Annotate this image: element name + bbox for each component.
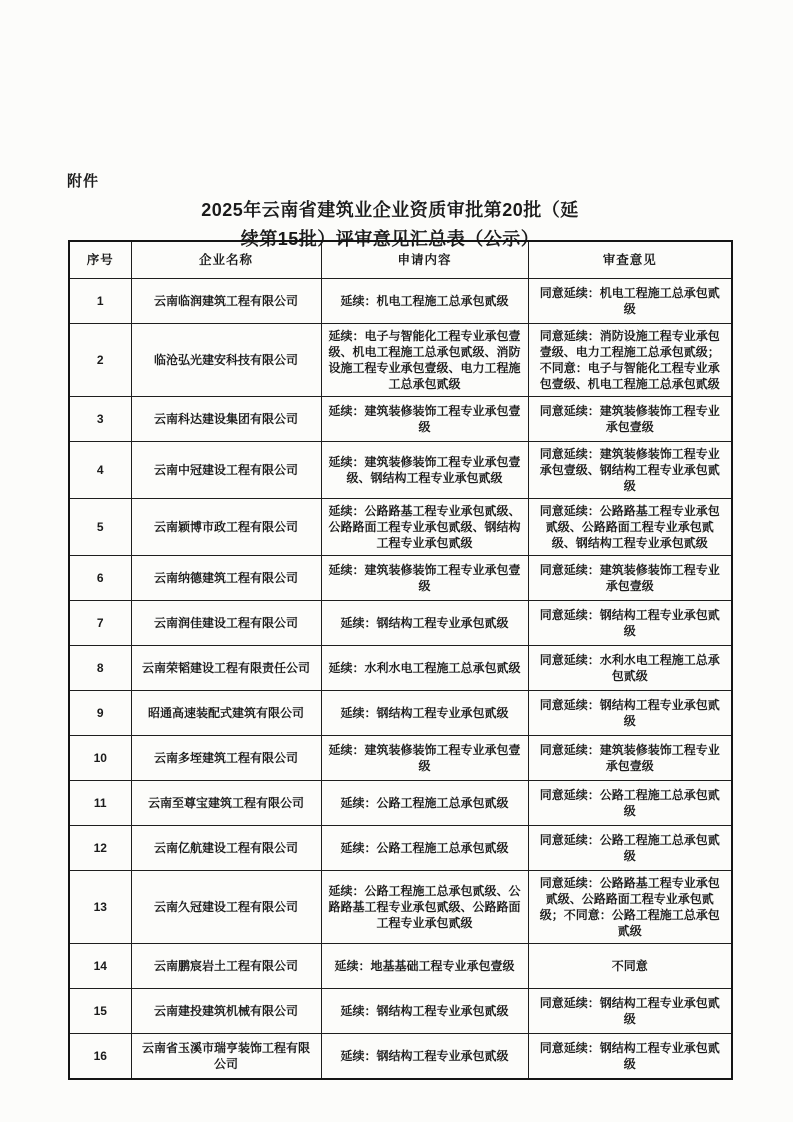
table-row — [69, 989, 732, 1034]
cell-application: 延续：公路工程施工总承包贰级、公路路基工程专业承包贰级、公路路面工程专业承包贰级 — [321, 871, 528, 944]
cell-opinion: 同意延续：钢结构工程专业承包贰级 — [528, 691, 732, 736]
table-row — [69, 826, 732, 871]
table-header-row — [69, 241, 732, 279]
table-row — [69, 279, 732, 324]
cell-seq: 8 — [69, 646, 131, 691]
cell-opinion: 同意延续：机电工程施工总承包贰级 — [528, 279, 732, 324]
cell-application: 延续：建筑装修装饰工程专业承包壹级 — [321, 556, 528, 601]
cell-opinion: 同意延续：建筑装修装饰工程专业承包壹级、钢结构工程专业承包贰级 — [528, 442, 732, 499]
page-title-line1: 2025年云南省建筑业企业资质审批第20批（延 — [201, 200, 579, 220]
table-row — [69, 736, 732, 781]
cell-application: 延续：钢结构工程专业承包贰级 — [321, 691, 528, 736]
cell-company: 云南颖博市政工程有限公司 — [131, 499, 321, 556]
table-row — [69, 1034, 732, 1080]
cell-application: 延续：建筑装修装饰工程专业承包壹级 — [321, 397, 528, 442]
cell-seq: 6 — [69, 556, 131, 601]
cell-opinion: 同意延续：钢结构工程专业承包贰级 — [528, 601, 732, 646]
cell-seq: 14 — [69, 944, 131, 989]
cell-opinion: 同意延续：公路工程施工总承包贰级 — [528, 826, 732, 871]
cell-application: 延续：公路工程施工总承包贰级 — [321, 826, 528, 871]
page-title-line2: 续第15批）评审意见汇总表（公示） — [240, 229, 540, 249]
cell-opinion: 同意延续：建筑装修装饰工程专业承包壹级 — [528, 736, 732, 781]
cell-seq: 15 — [69, 989, 131, 1034]
cell-opinion: 同意延续：公路路基工程专业承包贰级、公路路面工程专业承包贰级；不同意：公路工程施工总承包贰级 — [528, 871, 732, 944]
header-opinion: 审查意见 — [528, 241, 732, 279]
cell-seq: 2 — [69, 324, 131, 397]
cell-opinion: 同意延续：钢结构工程专业承包贰级 — [528, 1034, 732, 1080]
table-row — [69, 442, 732, 499]
header-application: 申请内容 — [321, 241, 528, 279]
cell-application: 延续：地基基础工程专业承包壹级 — [321, 944, 528, 989]
cell-company: 云南至尊宝建筑工程有限公司 — [131, 781, 321, 826]
cell-seq: 10 — [69, 736, 131, 781]
cell-seq: 16 — [69, 1034, 131, 1080]
table-row — [69, 646, 732, 691]
header-company: 企业名称 — [131, 241, 321, 279]
cell-company: 临沧弘光建安科技有限公司 — [131, 324, 321, 397]
table-row — [69, 324, 732, 397]
cell-company: 云南鹏宸岩土工程有限公司 — [131, 944, 321, 989]
cell-company: 云南中冠建设工程有限公司 — [131, 442, 321, 499]
table-row — [69, 397, 732, 442]
cell-company: 云南亿航建设工程有限公司 — [131, 826, 321, 871]
summary-table-container — [68, 240, 731, 1080]
cell-seq: 13 — [69, 871, 131, 944]
table-row — [69, 781, 732, 826]
header-seq: 序号 — [69, 241, 131, 279]
cell-opinion: 同意延续：水利水电工程施工总承包贰级 — [528, 646, 732, 691]
cell-seq: 7 — [69, 601, 131, 646]
cell-company: 云南科达建设集团有限公司 — [131, 397, 321, 442]
cell-application: 延续：钢结构工程专业承包贰级 — [321, 989, 528, 1034]
cell-seq: 9 — [69, 691, 131, 736]
cell-seq: 12 — [69, 826, 131, 871]
cell-application: 延续：水利水电工程施工总承包贰级 — [321, 646, 528, 691]
cell-seq: 3 — [69, 397, 131, 442]
cell-company: 昭通高速装配式建筑有限公司 — [131, 691, 321, 736]
cell-seq: 5 — [69, 499, 131, 556]
table-row — [69, 601, 732, 646]
cell-application: 延续：公路路基工程专业承包贰级、公路路面工程专业承包贰级、钢结构工程专业承包贰级 — [321, 499, 528, 556]
cell-opinion: 同意延续：消防设施工程专业承包壹级、电力工程施工总承包贰级；不同意：电子与智能化工程专业承包壹级、机电工程施工总承包贰级 — [528, 324, 732, 397]
cell-company: 云南久冠建设工程有限公司 — [131, 871, 321, 944]
cell-application: 延续：钢结构工程专业承包贰级 — [321, 1034, 528, 1080]
cell-company: 云南纳德建筑工程有限公司 — [131, 556, 321, 601]
table-row — [69, 871, 732, 944]
cell-opinion: 同意延续：公路工程施工总承包贰级 — [528, 781, 732, 826]
cell-application: 延续：电子与智能化工程专业承包壹级、机电工程施工总承包贰级、消防设施工程专业承包壹级、电力工程施工总承包贰级 — [321, 324, 528, 397]
table-row — [69, 691, 732, 736]
cell-application: 延续：建筑装修装饰工程专业承包壹级 — [321, 736, 528, 781]
table-row — [69, 556, 732, 601]
cell-company: 云南临润建筑工程有限公司 — [131, 279, 321, 324]
cell-application: 延续：机电工程施工总承包贰级 — [321, 279, 528, 324]
table-row — [69, 944, 732, 989]
cell-application: 延续：钢结构工程专业承包贰级 — [321, 601, 528, 646]
summary-table — [68, 240, 733, 1080]
cell-opinion: 不同意 — [528, 944, 732, 989]
cell-company: 云南建投建筑机械有限公司 — [131, 989, 321, 1034]
cell-opinion: 同意延续：钢结构工程专业承包贰级 — [528, 989, 732, 1034]
cell-company: 云南多垤建筑工程有限公司 — [131, 736, 321, 781]
cell-seq: 4 — [69, 442, 131, 499]
cell-opinion: 同意延续：建筑装修装饰工程专业承包壹级 — [528, 556, 732, 601]
attachment-label: 附件 — [67, 173, 100, 190]
cell-seq: 11 — [69, 781, 131, 826]
table-row — [69, 499, 732, 556]
cell-company: 云南省玉溪市瑞亨装饰工程有限公司 — [131, 1034, 321, 1080]
cell-company: 云南荣韬建设工程有限责任公司 — [131, 646, 321, 691]
cell-opinion: 同意延续：公路路基工程专业承包贰级、公路路面工程专业承包贰级、钢结构工程专业承包贰级 — [528, 499, 732, 556]
cell-application: 延续：公路工程施工总承包贰级 — [321, 781, 528, 826]
cell-application: 延续：建筑装修装饰工程专业承包壹级、钢结构工程专业承包贰级 — [321, 442, 528, 499]
cell-company: 云南润佳建设工程有限公司 — [131, 601, 321, 646]
cell-seq: 1 — [69, 279, 131, 324]
cell-opinion: 同意延续：建筑装修装饰工程专业承包壹级 — [528, 397, 732, 442]
